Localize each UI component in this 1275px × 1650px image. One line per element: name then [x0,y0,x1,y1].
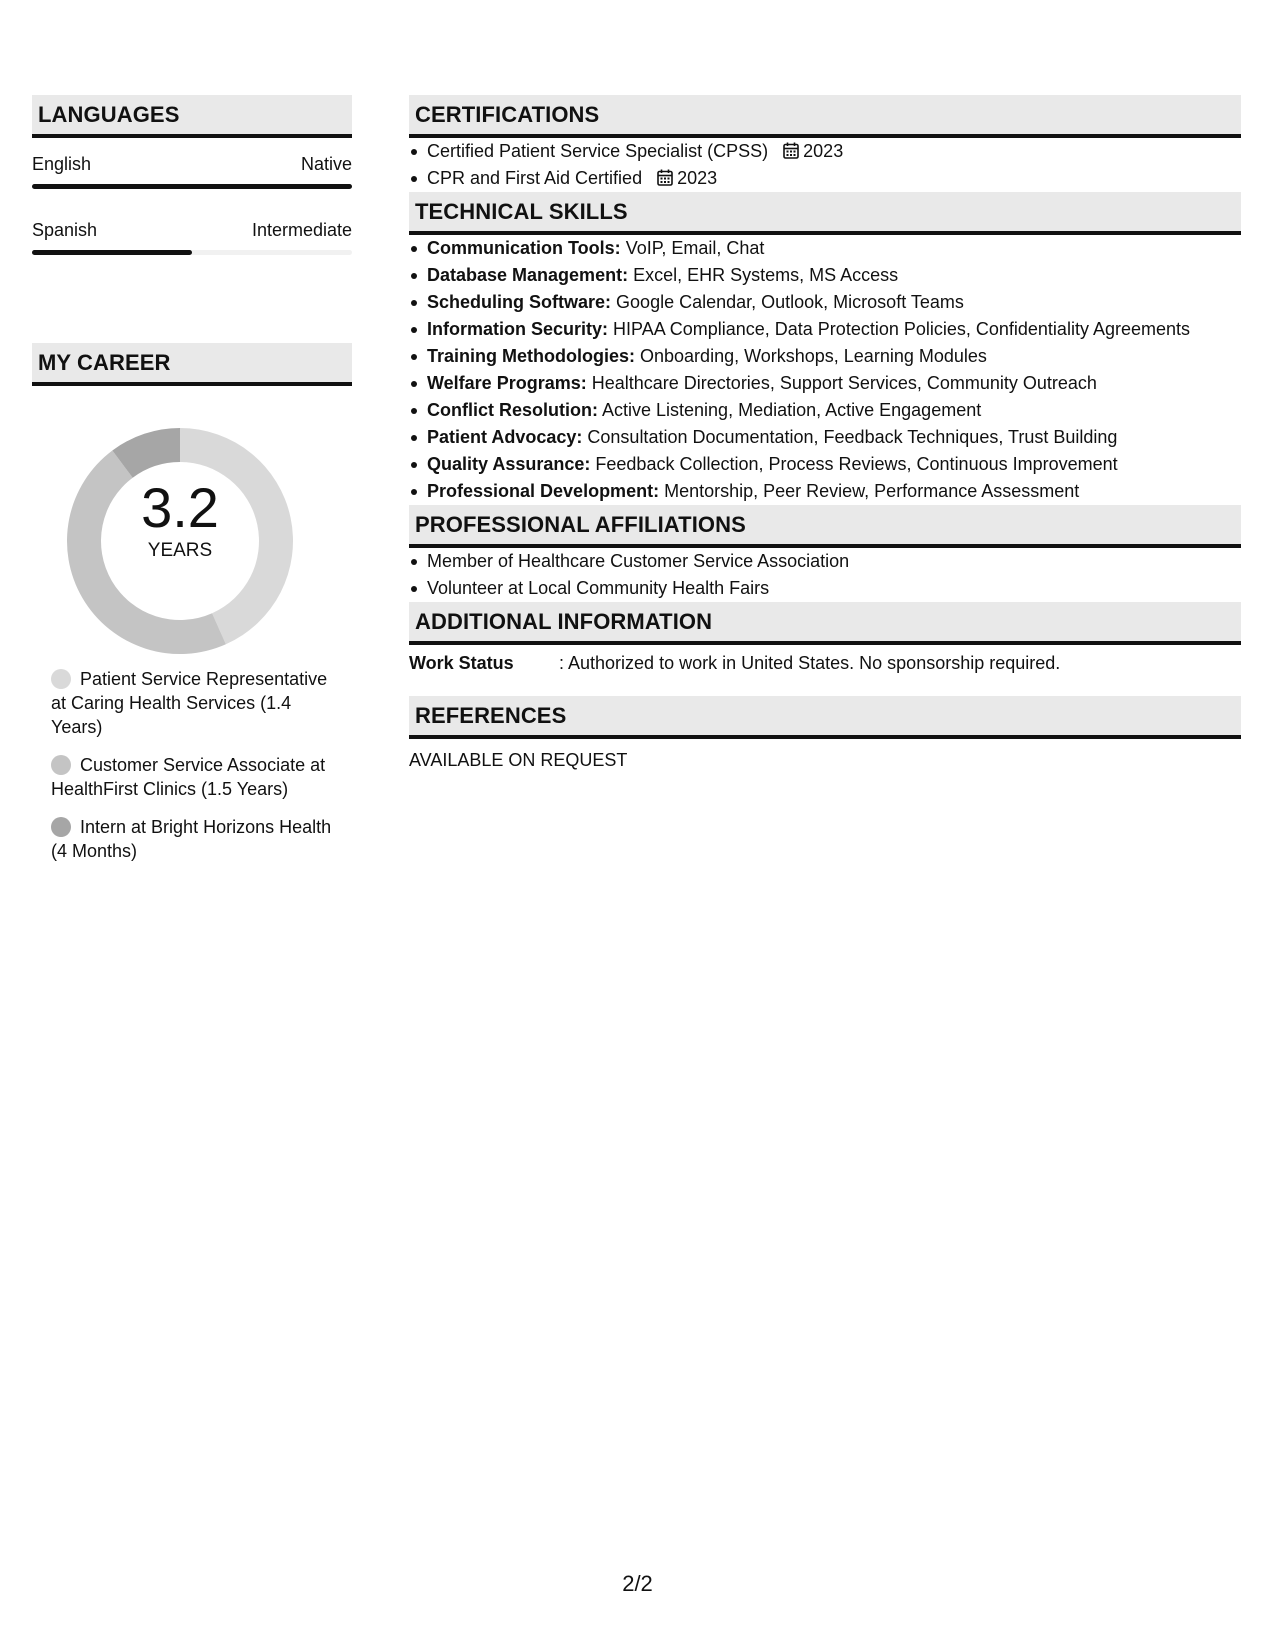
language-proficiency-fill [32,184,352,189]
skill-item [427,316,1241,343]
skill-label: Quality Assurance: [427,454,591,474]
skill-label: Database Management: [427,265,629,285]
certification-year: 2023 [677,168,718,188]
certifications-header: CERTIFICATIONS [409,95,1241,138]
references-text: AVAILABLE ON REQUEST [409,750,628,770]
skill-value: Onboarding, Workshops, Learning Modules [640,346,987,366]
left-column [32,95,352,877]
skill-value: Mentorship, Peer Review, Performance Assessment [664,481,1080,501]
additional-info-header: ADDITIONAL INFORMATION [409,602,1241,645]
certifications-list [409,138,1241,192]
career-total-value: 3.2 [141,476,219,539]
skill-label: Professional Development: [427,481,660,501]
language-row [32,138,352,204]
skill-label: Conflict Resolution: [427,400,598,420]
skill-item [427,478,1241,505]
skill-value: Google Calendar, Outlook, Microsoft Teams [616,292,964,312]
skill-item [427,235,1241,262]
skill-label: Patient Advocacy: [427,427,583,447]
technical-skills-list [409,235,1241,505]
affiliation-item: Volunteer at Local Community Health Fairs [427,575,1241,602]
certification-name: CPR and First Aid Certified [427,168,643,188]
career-legend [32,667,333,863]
skill-value: Feedback Collection, Process Reviews, Continuous Improvement [595,454,1118,474]
certification-item [427,165,1241,192]
language-level: Native [300,154,352,174]
skill-value: HIPAA Compliance, Data Protection Policies, Confidentiality Agreements [613,319,1190,339]
certification-item [427,138,1241,165]
career-legend-label: Patient Service Representative at Caring Health Services (1.4 Years) [51,669,328,737]
skill-value: Consultation Documentation, Feedback Techniques, Trust Building [587,427,1118,447]
skill-item [427,370,1241,397]
skill-item [427,424,1241,451]
skill-value: Active Listening, Mediation, Active Engagement [602,400,982,420]
technical-skills-header: TECHNICAL SKILLS [409,192,1241,235]
language-proficiency-bar [32,184,352,189]
right-column [409,95,1241,772]
career-total-unit: YEARS [147,540,213,561]
language-row [32,204,352,270]
work-status-row [409,651,1241,681]
skill-value: Excel, EHR Systems, MS Access [633,265,899,285]
certification-name: Certified Patient Service Specialist (CPSS) [427,141,769,161]
affiliations-header: PROFESSIONAL AFFILIATIONS [409,505,1241,548]
skill-label: Welfare Programs: [427,373,587,393]
certification-year: 2023 [803,141,844,161]
skill-value: VoIP, Email, Chat [625,238,765,258]
career-legend-label: Customer Service Associate at HealthFirst Clinics (1.5 Years) [51,755,326,799]
skill-label: Communication Tools: [427,238,621,258]
skill-label: Scheduling Software: [427,292,612,312]
career-header: MY CAREER [32,343,352,386]
skill-item [427,343,1241,370]
skill-value: Healthcare Directories, Support Services, Community Outreach [591,373,1097,393]
language-name: Spanish [32,220,98,240]
skill-item [427,289,1241,316]
references-header: REFERENCES [409,696,1241,739]
work-status-label: Work Status [409,653,514,673]
legend-dot-icon [51,817,71,837]
skill-item [427,451,1241,478]
career-legend-item [51,815,333,863]
career-legend-label: Intern at Bright Horizons Health (4 Months) [51,817,332,861]
language-name: English [32,154,92,174]
skill-label: Training Methodologies: [427,346,635,366]
career-legend-item [51,753,333,801]
career-legend-item [51,667,333,739]
legend-dot-icon [51,755,71,775]
career-donut-chart [32,386,352,656]
calendar-icon [783,142,799,159]
affiliations-list [409,548,1241,602]
language-proficiency-bar [32,250,352,255]
page-number: 2/2 [622,1571,653,1596]
work-status-value: : Authorized to work in United States. No sponsorship required. [559,653,1061,673]
legend-dot-icon [51,669,71,689]
skill-item [427,397,1241,424]
affiliation-item: Member of Healthcare Customer Service Association [427,548,1241,575]
calendar-icon [657,169,673,186]
skill-item [427,262,1241,289]
skill-label: Information Security: [427,319,609,339]
languages-header: LANGUAGES [32,95,352,138]
language-proficiency-fill [32,250,192,255]
language-level: Intermediate [251,220,352,240]
